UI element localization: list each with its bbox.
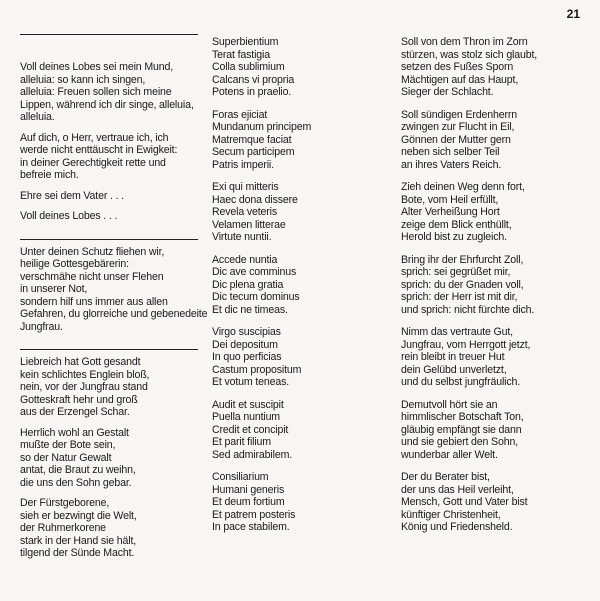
verse-line: Virgo suscipias	[212, 326, 281, 338]
verse-line: neben sich selber Teil	[401, 146, 500, 158]
verse-line: Virtute nuntii.	[212, 231, 272, 243]
verse-line: und sprich: nicht fürchte dich.	[401, 303, 535, 316]
verse-line: Mundanum principem	[212, 121, 312, 133]
verse-line: Haec dona dissere	[212, 193, 298, 206]
verse-line: Jungfrau, vom Herrgott jetzt,	[401, 338, 531, 351]
verse-line: Exi qui mitteris	[212, 181, 279, 193]
verse-line: In quo perficias	[212, 351, 282, 363]
verse-line: Et dic ne timeas.	[212, 303, 288, 316]
stanza	[401, 326, 586, 389]
verse-line: Mensch, Gott und Vater bist	[401, 496, 528, 508]
verse-line: Demutvoll hört sie an	[401, 398, 498, 411]
verse-line: König und Friedensheld.	[401, 521, 513, 533]
stanza	[212, 36, 377, 99]
verse-line: Soll von dem Thron im Zorn	[401, 36, 528, 48]
verse-line: Auf dich, o Herr, vertraue ich, ich	[20, 131, 169, 144]
verse-line: setzen des Fußes Sporn	[401, 61, 514, 73]
verse-line: Voll deines Lobes sei mein Mund,	[20, 61, 174, 73]
verse-line: Unter deinen Schutz fliehen wir,	[20, 245, 165, 258]
verse-line: antat, die Braut zu weihn,	[20, 464, 136, 476]
verse-line: Colla sublimium	[212, 61, 285, 73]
stanza	[212, 399, 377, 462]
section-divider	[20, 349, 198, 350]
verse-line: Audit et suscipit	[212, 398, 284, 411]
verse-line: Dei depositum	[212, 338, 278, 351]
verse-line: Calcans vi propria	[212, 73, 295, 86]
verse-line: wunderbar aller Welt.	[401, 448, 498, 461]
verse-line: tilgend der Sünde Macht.	[20, 547, 135, 559]
verse-line: Dic plena gratia	[212, 278, 284, 291]
verse-line: Revela veteris	[212, 206, 278, 218]
verse-line: heilige Gottesgebärerin:	[20, 258, 129, 270]
verse-line: Der du Berater bist,	[401, 471, 490, 483]
right-column	[401, 34, 586, 544]
left-section-2	[20, 245, 208, 334]
verse-line: werde nicht enttäuscht in Ewigkeit:	[20, 144, 178, 156]
verse-line: Velamen litterae	[212, 218, 286, 231]
stanza	[212, 254, 377, 317]
verse-line: Alter Verheißung Hort	[401, 206, 500, 218]
verse-line: Puella nuntium	[212, 411, 280, 423]
verse-line: Gefahren, du glorreiche und gebenedeite	[20, 308, 208, 320]
verse-line: nein, vor der Jungfrau stand	[20, 381, 148, 393]
verse-line: alleluia: so kann ich singen,	[20, 73, 146, 86]
verse-line: Et parit filium	[212, 436, 271, 448]
verse-line: Zieh deinen Weg denn fort,	[401, 181, 525, 193]
verse-line: mußte der Bote sein,	[20, 439, 116, 451]
left-column	[20, 34, 208, 568]
verse-line: rein bleibt in treuer Hut	[401, 351, 505, 363]
stanza	[212, 109, 377, 172]
verse-line: Bote, vom Heil erfüllt,	[401, 193, 499, 206]
verse-line: stark in der Hand sie hält,	[20, 534, 137, 547]
verse-line: Gotteskraft hehr und groß	[20, 393, 138, 406]
stanza	[401, 399, 586, 462]
section-divider	[20, 239, 198, 240]
verse-line: Jungfrau.	[20, 320, 63, 333]
verse-line: Gönnen der Mutter gern	[401, 133, 511, 146]
middle-column	[212, 34, 377, 544]
stanza	[20, 132, 198, 182]
page-number: 21	[566, 7, 580, 21]
verse-line: Potens in praelio.	[212, 86, 292, 98]
verse-line: Et deum fortium	[212, 496, 285, 508]
verse-line: Et patrem posteris	[212, 508, 296, 521]
verse-line: verschmähe nicht unser Flehen	[20, 270, 164, 283]
verse-line: Bring ihr der Ehrfurcht Zoll,	[401, 253, 524, 266]
verse-line: und du selbst jungfräulich.	[401, 376, 521, 388]
verse-line: in deiner Gerechtigkeit rette und	[20, 156, 166, 169]
verse-line: sprich: der Herr ist mit dir,	[401, 291, 518, 303]
verse-line: zwingen zur Flucht in Eil,	[401, 121, 515, 133]
verse-line: der uns das Heil verleiht,	[401, 483, 514, 496]
verse-line: gläubig empfängt sie dann	[401, 423, 522, 436]
verse-line: Ehre sei dem Vater . . .	[20, 189, 124, 202]
verse-line: alleluia.	[20, 111, 55, 123]
verse-line: die uns den Sohn gebar.	[20, 476, 132, 489]
verse-line: dein Gelübd unverletzt,	[401, 363, 507, 376]
left-section-3	[20, 356, 198, 560]
verse-line: Sieger der Schlacht.	[401, 86, 494, 98]
verse-line: Accede nuntia	[212, 253, 278, 266]
verse-line: Matremque faciat	[212, 133, 292, 146]
stanza	[401, 254, 586, 317]
verse-line: sieh er bezwingt die Welt,	[20, 509, 137, 522]
verse-line: sprich: du der Gnaden voll,	[401, 278, 524, 291]
verse-line: Humani generis	[212, 483, 285, 496]
stanza	[212, 471, 377, 534]
stanza	[20, 190, 198, 203]
verse-line: Patris imperii.	[212, 158, 274, 171]
verse-line: Consiliarium	[212, 471, 269, 483]
verse-line: kein schlichtes Englein bloß,	[20, 368, 150, 381]
verse-line: und sie gebiert den Sohn,	[401, 436, 518, 448]
verse-line: Credit et concipit	[212, 423, 289, 436]
verse-line: Dic tecum dominus	[212, 291, 300, 303]
stanza	[20, 497, 198, 560]
stanza	[401, 471, 586, 534]
left-section-1	[20, 61, 198, 223]
stanza	[401, 109, 586, 172]
verse-line: aus der Erzengel Schar.	[20, 406, 130, 418]
verse-line: künftiger Christenheit,	[401, 508, 501, 521]
verse-line: befreie mich.	[20, 169, 79, 181]
verse-line: in unserer Not,	[20, 283, 88, 295]
verse-line: Secum participem	[212, 146, 295, 158]
verse-line: Lippen, während ich dir singe, alleluia,	[20, 98, 194, 111]
verse-line: himmlischer Botschaft Ton,	[401, 411, 524, 423]
verse-line: stürzen, was stolz sich glaubt,	[401, 48, 538, 61]
verse-line: Superbientium	[212, 36, 279, 48]
verse-line: Terat fastigia	[212, 48, 270, 61]
verse-line: Der Fürstgeborene,	[20, 497, 110, 509]
verse-line: Dic ave comminus	[212, 266, 297, 278]
verse-line: Castum propositum	[212, 363, 302, 376]
verse-line: so der Natur Gewalt	[20, 451, 112, 464]
verse-line: Sed admirabilem.	[212, 448, 293, 461]
verse-line: sprich: sei gegrüßet mir,	[401, 266, 511, 278]
verse-line: alleluia: Freuen sollen sich meine	[20, 86, 172, 98]
verse-line: Et votum teneas.	[212, 376, 290, 388]
verse-line: der Ruhmerkorene	[20, 522, 106, 534]
stanza	[401, 181, 586, 244]
verse-line: sondern hilf uns immer aus allen	[20, 295, 168, 308]
stanza	[212, 326, 377, 389]
verse-line: Foras ejiciat	[212, 108, 268, 121]
section-divider	[20, 34, 198, 35]
stanza	[20, 61, 198, 124]
verse-line: Nimm das vertraute Gut,	[401, 326, 513, 338]
stanza	[20, 245, 208, 334]
verse-line: In pace stabilem.	[212, 521, 290, 533]
verse-line: Herold bist zu zugleich.	[401, 231, 507, 243]
verse-line: Liebreich hat Gott gesandt	[20, 356, 141, 368]
verse-line: Soll sündigen Erdenherrn	[401, 108, 517, 121]
stanza	[20, 356, 198, 419]
stanza	[401, 36, 586, 99]
stanza	[20, 427, 198, 490]
verse-line: Mächtigen auf das Haupt,	[401, 73, 519, 86]
stanza	[212, 181, 377, 244]
verse-line: an ihres Vaters Reich.	[401, 158, 502, 171]
verse-line: Herrlich wohl an Gestalt	[20, 426, 129, 439]
verse-line: Voll deines Lobes . . .	[20, 210, 118, 222]
verse-line: zeige dem Blick enthüllt,	[401, 218, 512, 231]
stanza	[20, 210, 198, 223]
